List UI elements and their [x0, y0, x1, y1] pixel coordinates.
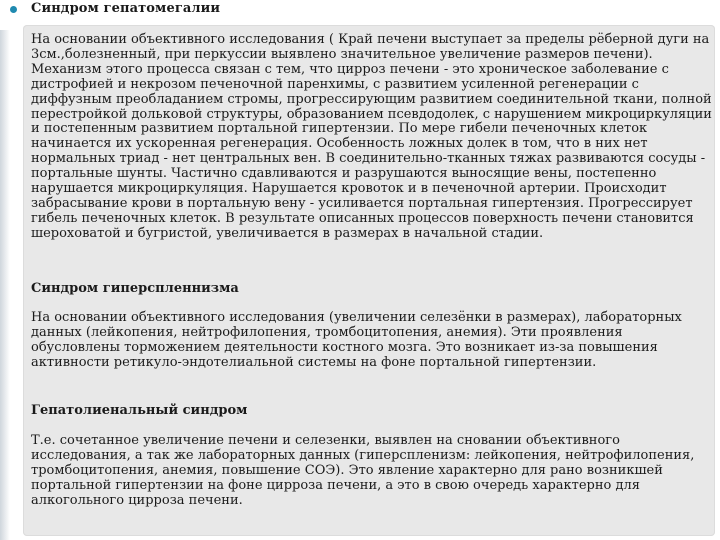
slide-title: Синдром гепатомегалии — [31, 1, 221, 16]
slide-edge-decoration — [0, 30, 10, 540]
bullet-dot-icon — [10, 6, 17, 13]
section3-paragraph: Т.е. сочетанное увеличение печени и селезенки, выявлен на сновании объективного исследования, а так же лабораторных данных (гиперспленизм: лейкопения, нейтрофилопения, тромбоцитопения, анемия, повышение СОЭ). Это явление характерно для рано возникшей портальной гипертензии на фоне цирроза печени, а это в свою очередь характерно для алкогольного цирроза печени. — [31, 433, 695, 508]
section3-heading: Гепатолиенальный синдром — [31, 403, 248, 418]
section1-paragraph: На основании объективного исследования ( Край печени выступает за пределы рёберной дуги на 3см.,болезненный, при перкуссии выявлено значительное увеличение размеров печени). Механизм этого процесса связан с тем, что цирроз печени - это хроническое заболевание с дистрофией и некрозом печеночной паренхимы, с развитием усиленной регенерации с диффузным преобладанием стромы, прогрессирующим развитием соединительной ткани, полной перестройкой дольковой структуры, образованием псевдодолек, с нарушением микроциркуляции и постепенным развитием портальной гипертензии. По мере гибели печеночных клеток начинается их ускоренная регенерация. Особенность ложных долек в том, что в них нет нормальных триад - нет центральных вен. В соединительно-тканных тяжах развиваются сосуды - портальные шунты. Частично сдавливаются и разрушаются выносящие вены, постепенно нарушается микроциркуляция. Нарушается кровоток и в печеночной артерии. Происходит забрасывание крови в портальную вену - усиливается портальная гипертензия. Прогрессирует гибель печеночных клеток. В результате описанных процессов поверхность печени становится шероховатой и бугристой, увеличивается в размерах в начальной стадии. — [31, 32, 712, 241]
section2-paragraph: На основании объективного исследования (увеличении селезёнки в размерах), лабораторных данных (лейкопения, нейтрофилопения, тромбоцитопения, анемия). Эти проявления обусловлены торможением деятельности костного мозга. Это возникает из-за повышения активности ретикуло-эндотелиальной системы на фоне портальной гипертензии. — [31, 310, 682, 370]
section2-heading: Синдром гиперспленнизма — [31, 281, 239, 296]
